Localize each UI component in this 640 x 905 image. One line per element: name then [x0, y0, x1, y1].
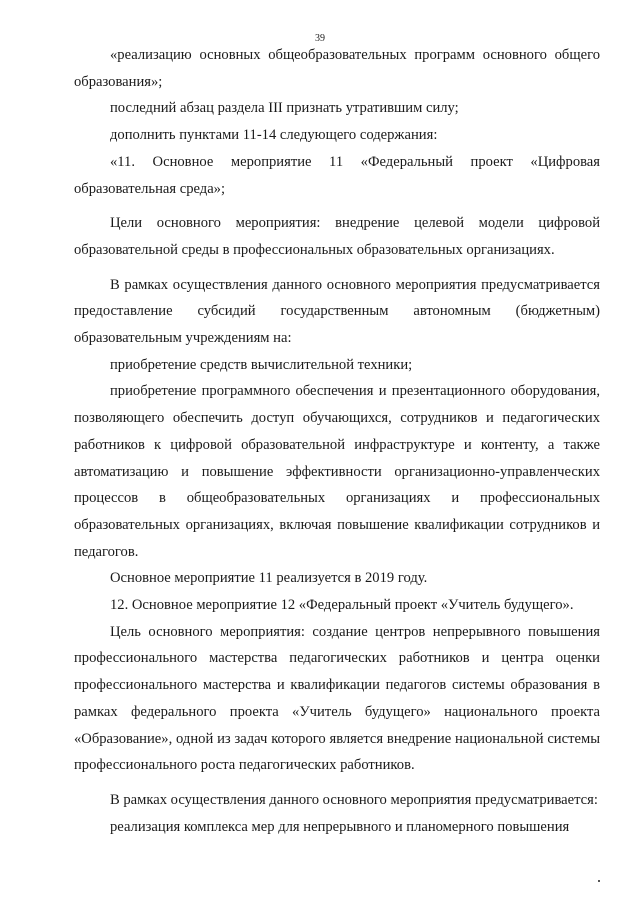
paragraph-3: дополнить пунктами 11-14 следующего содержания: — [110, 127, 438, 144]
page-number: 39 — [315, 33, 325, 44]
paragraph-11: Цель основного мероприятия: создание центров непрерывного повышения профессионального мастерства педагогических работников и центра оценки профессионального мастерства и квалификации педагогов системы образования в рамках федерального проекта «Учитель будущего» национального проекта «Образование», одной из задач которого является внедрение национальной системы профессионального роста педагогических работников. — [74, 623, 600, 774]
paragraph-2: последний абзац раздела III признать утратившим силу; — [110, 100, 459, 117]
paragraph-5: Цели основного мероприятия: внедрение целевой модели цифровой образовательной среды в профессиональных образовательных организациях. — [74, 215, 600, 258]
paragraph-8: приобретение программного обеспечения и презентационного оборудования, позволяющего обеспечить доступ обучающихся, сотрудников и педагогических работников к цифровой образовательной инфраструктуре и контенту, а также автоматизацию и повышение эффективности организационно-управленческих процессов в общеобразовательных организациях и профессиональных образовательных организациях, включая повышение квалификации сотрудников и педагогов. — [74, 383, 600, 560]
paragraph-7: приобретение средств вычислительной техники; — [110, 356, 413, 373]
paragraph-12: В рамках осуществления данного основного мероприятия предусматривается: — [110, 791, 598, 808]
paragraph-6: В рамках осуществления данного основного мероприятия предусматривается предоставление субсидий государственным автономным (бюджетным) образовательным учреждениям на: — [74, 276, 600, 347]
paragraph-9: Основное мероприятие 11 реализуется в 2019 году. — [110, 570, 428, 587]
scan-speck — [598, 880, 600, 882]
paragraph-13: реализация комплекса мер для непрерывного и планомерного повышения — [110, 818, 570, 835]
paragraph-4: «11. Основное мероприятие 11 «Федеральный проект «Цифровая образовательная среда»; — [74, 153, 600, 197]
paragraph-1: «реализацию основных общеобразовательных программ основного общего образования»; — [74, 47, 600, 90]
document-body — [74, 42, 600, 840]
paragraph-10: 12. Основное мероприятие 12 «Федеральный проект «Учитель будущего». — [110, 597, 574, 614]
